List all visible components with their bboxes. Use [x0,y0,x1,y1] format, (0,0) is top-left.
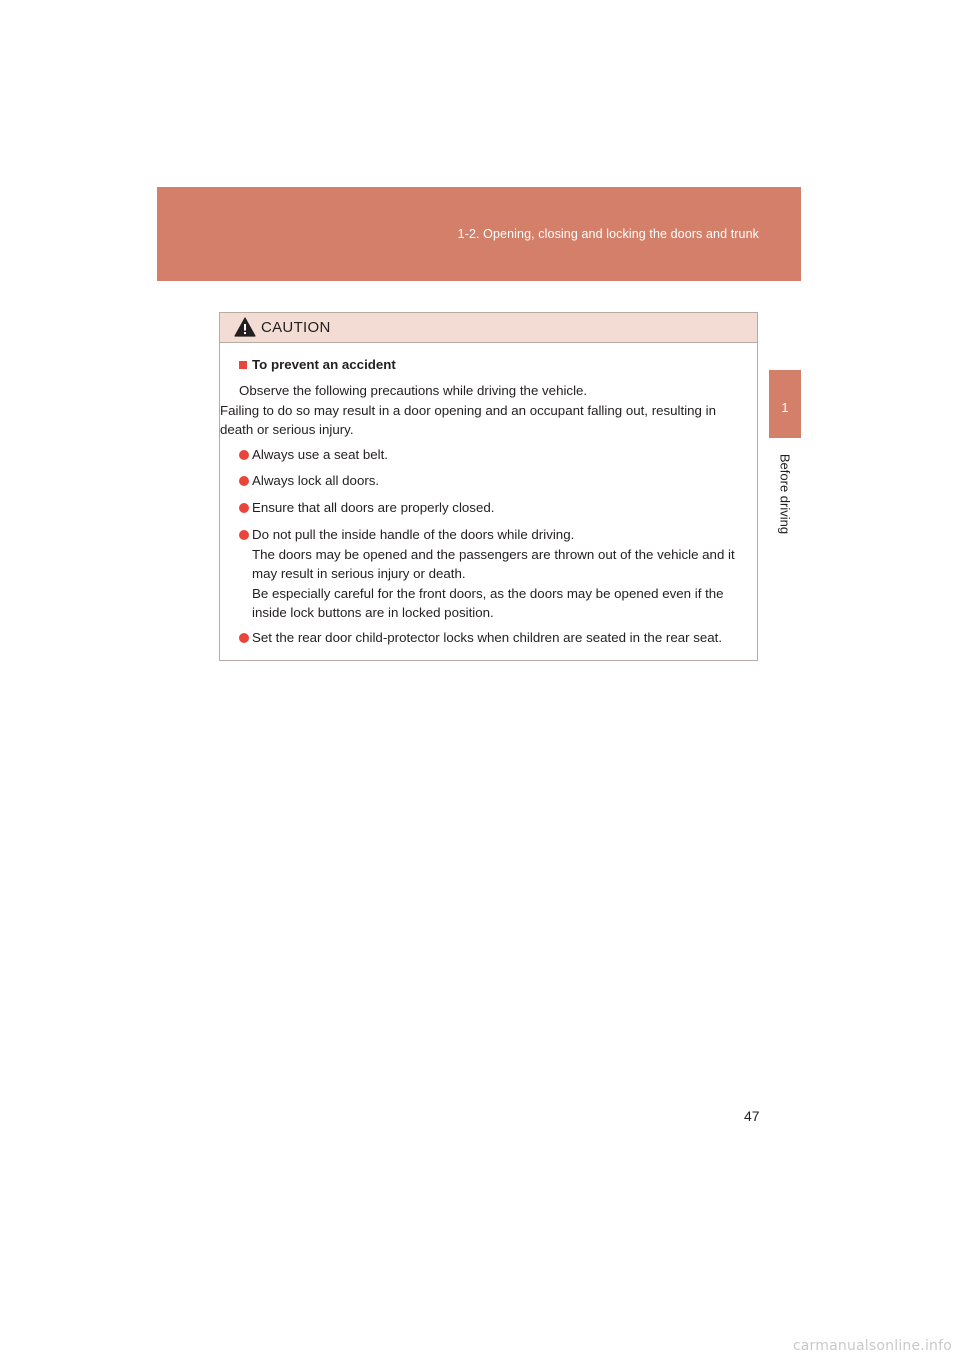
page-number: 47 [744,1108,760,1124]
chapter-tab [769,370,801,438]
bullet-line: Be especially careful for the front doors, as the doors may be opened even if the [252,585,724,601]
bullet-item [239,525,752,623]
bullet-line: Always use a seat belt. [252,447,388,462]
bullet-line: Do not pull the inside handle of the doors while driving. [252,527,575,542]
header-band [157,187,801,281]
section-title: 1-2. Opening, closing and locking the doors and trunk [457,227,759,241]
watermark: carmanualsonline.info [792,1338,952,1354]
bullet-item [239,445,752,465]
intro-line: Observe the following precautions while driving the vehicle. [239,383,588,398]
section-heading [239,355,396,375]
caution-box [219,312,758,661]
bullet-line: Set the rear door child-protector locks when children are seated in the rear seat. [252,630,723,645]
bullet-item [239,498,752,518]
intro-line: Failing to do so may result in a door opening and an occupant falling out, resulting in [220,402,716,418]
bullet-dot-icon [239,633,249,643]
warning-triangle-icon [234,317,256,337]
bullet-line: Ensure that all doors are properly closed. [252,500,495,515]
square-bullet-icon [239,361,247,369]
intro-paragraph [220,381,752,440]
bullet-line: Always lock all doors. [252,473,380,488]
chapter-label: Before driving [777,453,793,535]
bullet-line: may result in serious injury or death. [252,566,466,581]
caution-title: CAUTION [261,319,331,336]
intro-line: death or serious injury. [220,422,354,437]
bullet-dot-icon [239,530,249,540]
caution-header [220,313,757,343]
bullet-item [239,628,752,648]
bullet-dot-icon [239,476,249,486]
bullet-dot-icon [239,503,249,513]
bullet-item [239,471,752,491]
section-heading-text: To prevent an accident [252,357,396,372]
bullet-line: inside lock buttons are in locked position. [252,605,494,620]
bullet-dot-icon [239,450,249,460]
chapter-number: 1 [781,400,789,415]
bullet-line: The doors may be opened and the passengers are thrown out of the vehicle and it [252,546,735,562]
